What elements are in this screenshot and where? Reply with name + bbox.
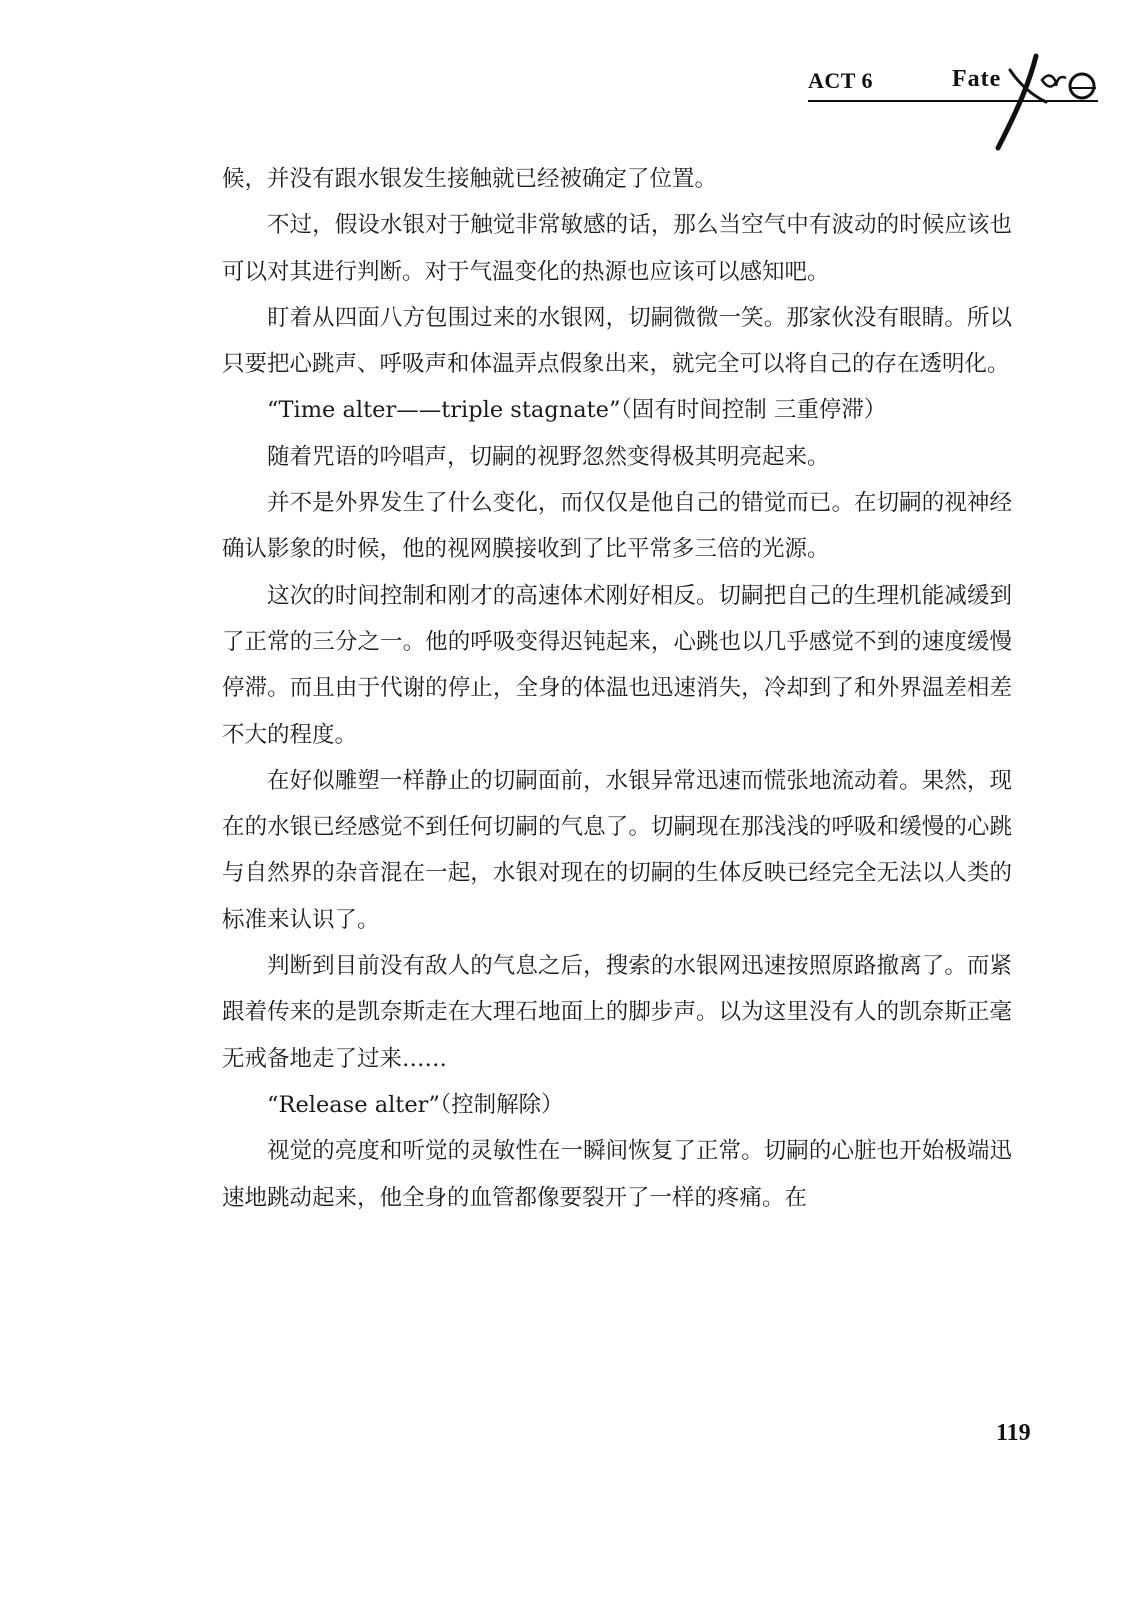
spell-line-2: “Release alter”（控制解除） bbox=[267, 1091, 564, 1118]
paragraph-3: 盯着从四面八方包围过来的水银网，切嗣微微一笑。那家伙没有眼睛。所以只要把心跳声、呼吸声和体温弄点假象出来，就完全可以将自己的存在透明化。 bbox=[222, 304, 1012, 378]
spell-line-1: “Time alter——triple stagnate”（固有时间控制 三重停滞） bbox=[267, 397, 887, 424]
paragraph-4: 随着咒语的吟唱声，切嗣的视野忽然变得极其明亮起来。 bbox=[267, 443, 830, 470]
body-text bbox=[222, 156, 1012, 1221]
page-header bbox=[808, 58, 1108, 168]
paragraph-7: 在好似雕塑一样静止的切嗣面前，水银异常迅速而慌张地流动着。果然，现在的水银已经感觉不到任何切嗣的气息了。切嗣现在那浅浅的呼吸和缓慢的心跳与自然界的杂音混在一起，水银对现在的切嗣的生体反映已经完全无法以人类的标准来认识了。 bbox=[222, 767, 1012, 933]
paragraph-2: 不过，假设水银对于触觉非常敏感的话，那么当空气中有波动的时候应该也可以对其进行判断。对于气温变化的热源也应该可以感知吧。 bbox=[222, 212, 1012, 285]
paragraph-1: 候，并没有跟水银发生接触就已经被确定了位置。 bbox=[222, 166, 718, 192]
fate-zero-logo bbox=[950, 50, 1100, 160]
paragraph-8: 判断到目前没有敌人的气息之后，搜索的水银网迅速按照原路撤离了。而紧跟着传来的是凯奈斯走在大理石地面上的脚步声。以为这里没有人的凯奈斯正毫无戒备地走了过来…… bbox=[222, 953, 1012, 1072]
act-label: ACT 6 bbox=[808, 68, 874, 93]
paragraph-5: 并不是外界发生了什么变化，而仅仅是他自己的错觉而已。在切嗣的视神经确认影象的时候，他的视网膜接收到了比平常多三倍的光源。 bbox=[222, 490, 1012, 563]
paragraph-6: 这次的时间控制和刚才的高速体术刚好相反。切嗣把自己的生理机能减缓到了正常的三分之一。他的呼吸变得迟钝起来，心跳也以几乎感觉不到的速度缓慢停滞。而且由于代谢的停止，全身的体温也迅速消失，冷却到了和外界温差相差不大的程度。 bbox=[222, 582, 1012, 748]
logo-fate-text: Fate bbox=[952, 66, 1002, 92]
zero-logo-mark bbox=[950, 50, 1100, 160]
page-number: 119 bbox=[996, 1420, 1031, 1446]
paragraph-9: 视觉的亮度和听觉的灵敏性在一瞬间恢复了正常。切嗣的心脏也开始极端迅速地跳动起来，他全身的血管都像要裂开了一样的疼痛。在 bbox=[222, 1138, 1012, 1211]
